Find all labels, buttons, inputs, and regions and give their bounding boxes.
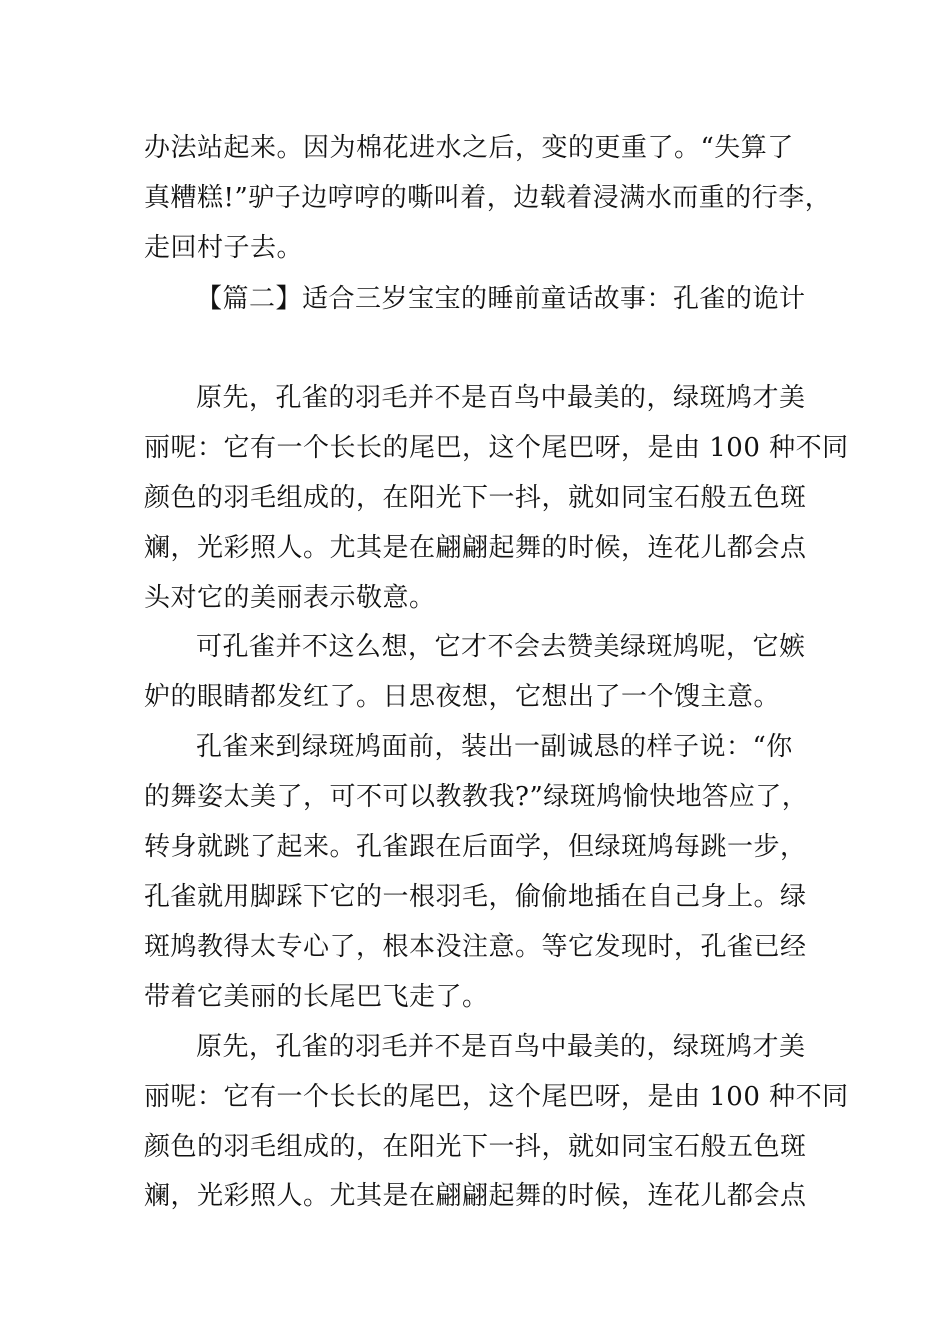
text-line: 丽呢：它有一个长长的尾巴，这个尾巴呀，是由 100 种不同	[144, 1082, 849, 1112]
text-line: 颜色的羽毛组成的，在阳光下一抖，就如同宝石般五色斑	[144, 483, 807, 513]
text-line: 办法站起来。因为棉花进水之后，变的更重了。“失算了	[144, 133, 794, 163]
text-line: 孔雀就用脚踩下它的一根羽毛，偷偷地插在自己身上。绿	[144, 882, 807, 912]
text-line: 转身就跳了起来。孔雀跟在后面学，但绿斑鸠每跳一步，	[144, 832, 807, 862]
text-line: 颜色的羽毛组成的，在阳光下一抖，就如同宝石般五色斑	[144, 1132, 807, 1162]
text-line: 真糟糕!”驴子边哼哼的嘶叫着，边载着浸满水而重的行李，	[144, 183, 832, 213]
paragraph-first-line: 原先，孔雀的羽毛并不是百鸟中最美的，绿斑鸠才美	[196, 383, 806, 413]
text-line: 的舞姿太美了，可不可以教教我?”绿斑鸠愉快地答应了，	[144, 782, 809, 812]
text-line: 带着它美丽的长尾巴飞走了。	[144, 982, 489, 1012]
text-line: 丽呢：它有一个长长的尾巴，这个尾巴呀，是由 100 种不同	[144, 433, 849, 463]
section-heading: 【篇二】适合三岁宝宝的睡前童话故事：孔雀的诡计	[196, 284, 806, 314]
paragraph-first-line: 原先，孔雀的羽毛并不是百鸟中最美的，绿斑鸠才美	[196, 1032, 806, 1062]
text-line: 走回村子去。	[144, 233, 304, 263]
text-line: 妒的眼睛都发红了。日思夜想，它想出了一个馊主意。	[144, 682, 781, 712]
paragraph-first-line: 可孔雀并不这么想，它才不会去赞美绿斑鸠呢，它嫉	[196, 632, 806, 662]
text-line: 斓，光彩照人。尤其是在翩翩起舞的时候，连花儿都会点	[144, 1181, 807, 1211]
text-line: 斓，光彩照人。尤其是在翩翩起舞的时候，连花儿都会点	[144, 533, 807, 563]
paragraph-first-line: 孔雀来到绿斑鸠面前，装出一副诚恳的样子说：“你	[196, 732, 793, 762]
text-line: 斑鸠教得太专心了，根本没注意。等它发现时，孔雀已经	[144, 932, 807, 962]
text-line: 头对它的美丽表示敬意。	[144, 583, 436, 613]
